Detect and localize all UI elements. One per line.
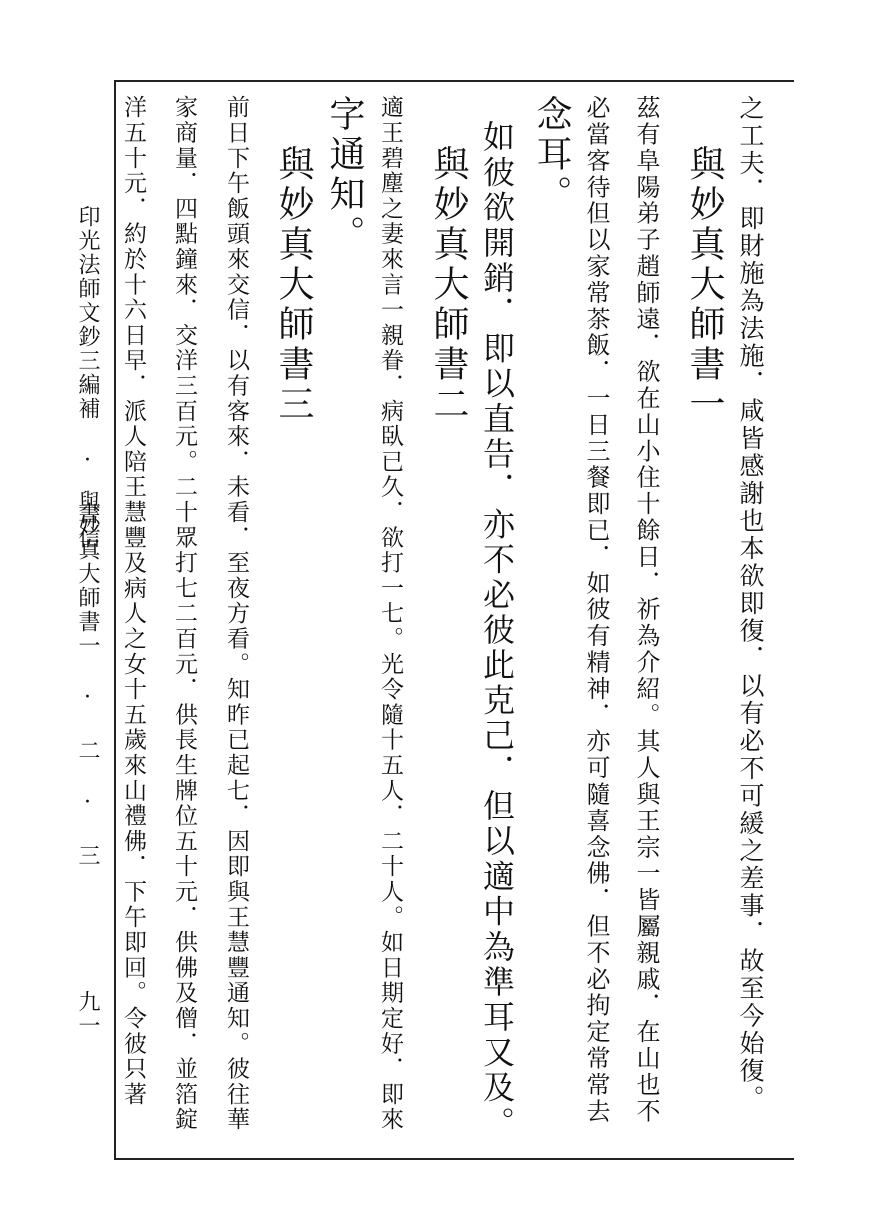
- text-column-9: 家商量．四點鐘來．交洋三百元。二十眾打七二百元．供長生牌位五十元．供佛及僧．並箔錠: [171, 95, 197, 1133]
- text-column-7: 字通知。: [324, 95, 365, 255]
- letter-heading-2: 與妙真大師書二: [428, 145, 469, 425]
- letter-heading-3: 與妙真大師書三: [273, 145, 314, 425]
- text-column-1: 之工夫．即財施為法施．咸皆感謝也本欲即復．以有必不可緩之差事．故至今始復。: [736, 95, 765, 1113]
- running-head-title: 印光法師文鈔三編補 · 書信: [75, 205, 100, 550]
- text-column-2: 茲有阜陽弟子趙師遠．欲在山小住十餘日．祈為介紹。其人與王宗一皆屬親戚．在山也不: [632, 95, 660, 1125]
- text-column-8: 前日下午飯頭來交信．以有客來．未看．至夜方看。知昨已起七．因即與王慧豐通知。彼往華: [223, 95, 249, 1133]
- text-column-4: 念耳。: [531, 95, 572, 215]
- running-head-subtitle: 與妙真大師書一 · 二 · 三: [75, 490, 100, 868]
- page-number: 九一: [75, 990, 100, 1038]
- text-column-5: 如彼欲開銷．即以直告．亦不必彼此克己．但以適中為準耳又及。: [478, 120, 516, 1141]
- text-column-6: 適王碧塵之妻來言一親眷．病臥已久．欲打一七。光令隨十五人．二十人。如日期定好．即來: [377, 95, 403, 1133]
- letter-heading-1: 與妙真大師書一: [684, 145, 725, 425]
- text-column-10: 洋五十元．約於十六日早．派人陪王慧豐及病人之女十五歲來山禮佛．下午即回。令彼只著: [120, 95, 146, 1107]
- text-column-3: 必當客待但以家常茶飯．一日三餐即已．如彼有精神．亦可隨喜念佛．但不必拘定常常去: [582, 95, 610, 1125]
